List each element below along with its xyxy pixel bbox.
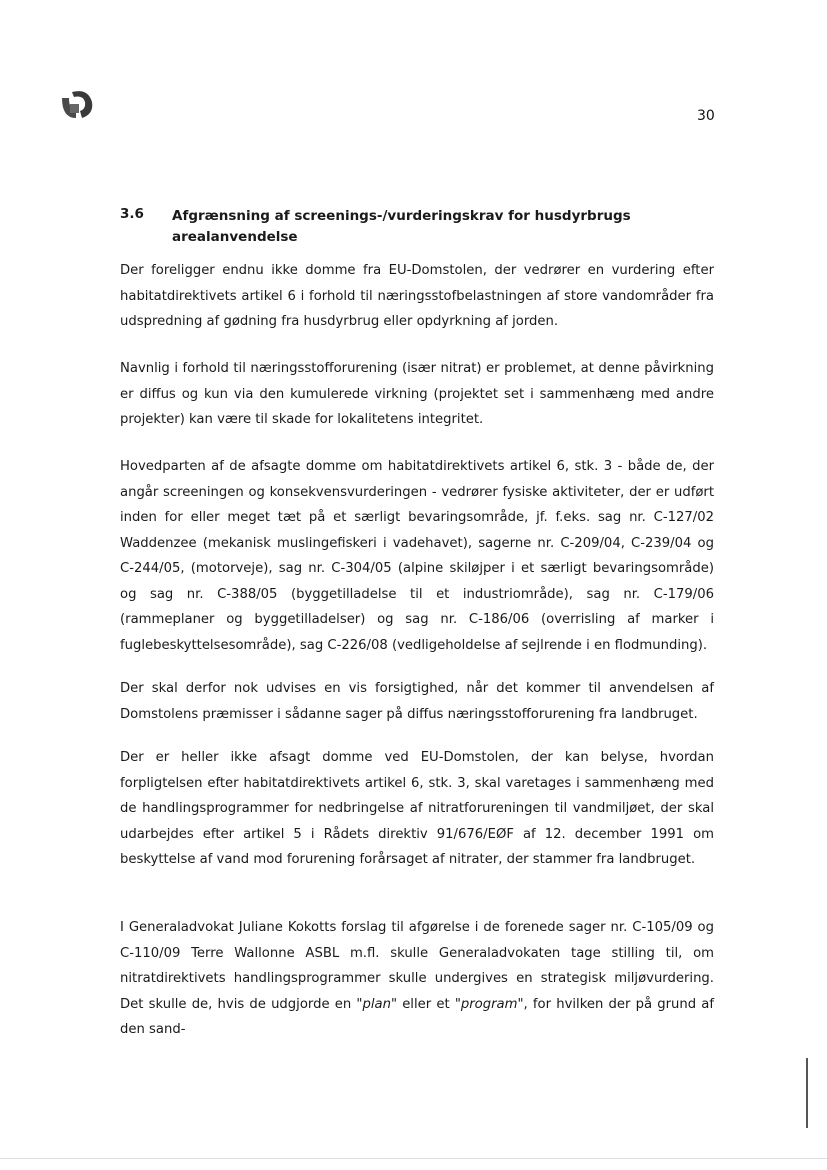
page-edge-line <box>0 1158 827 1159</box>
paragraph-6 <box>120 915 714 1043</box>
section-number: 3.6 <box>120 206 144 222</box>
paragraph-4: Der skal derfor nok udvises en vis forsigtighed, når det kommer til anvendelsen af Domstolens præmisser i sådanne sager på diffus næringsstofforurening fra landbruget. <box>120 681 714 722</box>
paragraph-1: Der foreligger endnu ikke domme fra EU-Domstolen, der vedrører en vurdering efter habitatdirektivets artikel 6 i forhold til næringsstofbelastningen af store vandområder fra udspredning af gødning fra husdyrbrug eller opdyrkning af jorden. <box>120 263 714 329</box>
program-term: "program" <box>454 996 524 1012</box>
paragraph-3: Hovedparten af de afsagte domme om habitatdirektivets artikel 6, stk. 3 - både de, der angår screeningen og konsekvensvurderingen - vedrører fysiske aktiviteter, der er udført inden for eller meget tæt på et særligt bevaringsområde, jf. f.eks. sag nr. C-127/02 Waddenzee (mekanisk muslingefiskeri i vadehavet), sagerne nr. C-209/04, C-239/04 og C-244/05, (motorveje), sag nr. C-304/05 (alpine skiløjper i et særligt bevaringsområde) og sag nr. C-388/05 (byggetilladelse til et industriområde), sag nr. C-179/06 (rammeplaner og byggetilladelser) og sag nr. C-186/06 (overrisling af marker i fuglebeskyttelsesområde), sag C-226/08 (vedligeholdelse af sejlrende i en flodmunding). <box>120 459 714 653</box>
agency-logo-icon <box>58 84 98 124</box>
plan-term: "plan" <box>356 996 398 1012</box>
section-title: Afgrænsning af screenings-/vurderingskrav for husdyrbrugs arealanvendelse <box>172 208 631 245</box>
paragraph-6-text-1: I Generaladvokat Juliane Kokotts forslag til afgørelse i de forenede sager nr. C-105/09 og C-110/09 Terre Wallonne ASBL m.fl. skulle Generaladvokaten tage stilling til, om nitratdirektivets handlingsprogrammer skulle undergives en strategisk miljøvurdering. Det skulle de, hvis de udgjorde en <box>120 920 714 1012</box>
page-number: 30 <box>697 108 715 124</box>
scan-artifact-line <box>806 1058 808 1128</box>
paragraph-5: Der er heller ikke afsagt domme ved EU-Domstolen, der kan belyse, hvordan forpligtelsen efter habitatdirektivets artikel 6, stk. 3, skal varetages i sammenhæng med de handlingsprogrammer for nedbringelse af nitratforureningen til vandmiljøet, der skal udarbejdes efter artikel 5 i Rådets direktiv 91/676/EØF af 12. december 1991 om beskyttelse af vand mod forurening forårsaget af nitrater, der stammer fra landbruget. <box>120 750 714 867</box>
paragraph-6-text-2: eller et <box>397 996 455 1012</box>
paragraph-6-text-3: , for hvilken der på grund af den sand- <box>120 996 714 1037</box>
paragraph-2: Navnlig i forhold til næringsstofforurening (især nitrat) er problemet, at denne påvirkning er diffus og kun via den kumulerede virkning (projektet set i sammenhæng med andre projekter) kan være til skade for lokalitetens integritet. <box>120 361 714 427</box>
